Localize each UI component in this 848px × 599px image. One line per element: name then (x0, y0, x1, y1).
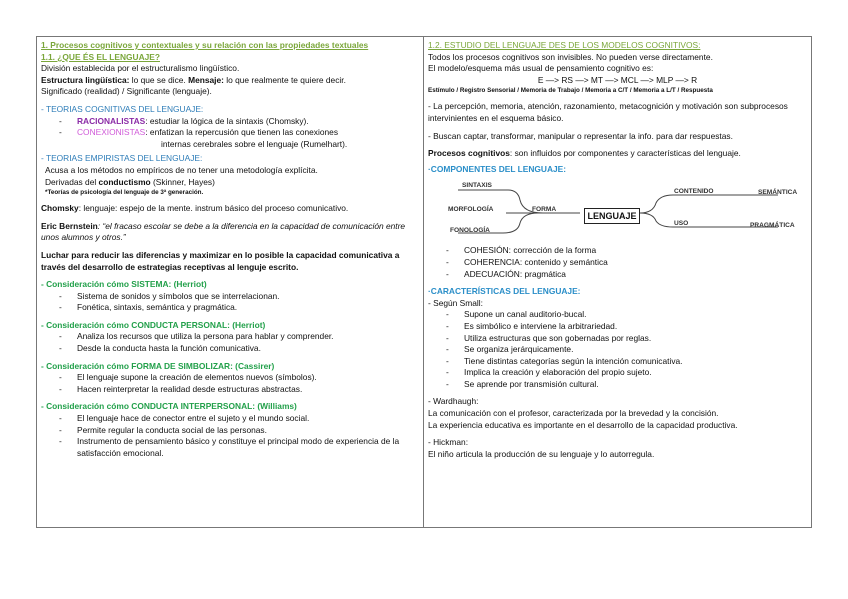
diagram-label-pragmatica: PRAGMÁTICA (750, 222, 795, 230)
components-diagram (428, 175, 808, 245)
list (41, 291, 419, 314)
subheading-wardhaugh: - Wardhaugh: (428, 396, 479, 407)
list-item: - ADECUACIÓN: pragmática (428, 269, 807, 281)
paragraph: La comunicación con el profesor, caracterizada por la brevedad y la concisión. (428, 408, 719, 419)
heading-conducta-interpersonal: - Consideración cómo CONDUCTA INTERPERSONAL: (Williams) (41, 401, 297, 412)
diagram-label-semantica: SEMÁNTICA (758, 189, 798, 197)
section-title: 1. Procesos cognitivos y contextuales y su relación con las propiedades textuales (41, 40, 369, 50)
paragraph: La experiencia educativa es importante en el desarrollo de la capacidad productiva. (428, 419, 738, 430)
heading-teorias-cognitivas: - TEORIAS COGNITIVAS DEL LENGUAJE: (41, 103, 204, 114)
list-item: - El lenguaje hace de conector entre el sujeto y el mundo social. (41, 413, 419, 425)
section-subtitle: 1.1. ¿QUE ÉS EL LENGUAJE? (41, 51, 160, 62)
list (41, 116, 419, 151)
paragraph: - Buscan captar, transformar, manipular o representar la info. para dar respuestas. (428, 130, 733, 141)
list-item: - Sistema de sonidos y símbolos que se interrelacionan. (41, 291, 419, 303)
paragraph: El niño articula la producción de su lenguaje y lo autorregula. (428, 448, 655, 459)
heading-componentes: ·COMPONENTES DEL LENGUAJE: (428, 163, 567, 174)
list-item: - Analiza los recursos que utiliza la persona para hablar y comprender. (41, 331, 419, 343)
left-column (37, 37, 424, 527)
heading-teorias-empiristas: - TEORIAS EMPIRISTAS DEL LENGUAJE: (41, 153, 203, 164)
right-column (424, 37, 811, 527)
list-item: - COHERENCIA: contenido y semántica (428, 257, 807, 269)
paragraph: Todos los procesos cognitivos son invisibles. No pueden verse directamente. (428, 51, 713, 62)
diagram-label-contenido: CONTENIDO (674, 188, 714, 196)
heading-forma-simbolizar: - Consideración cómo FORMA DE SIMBOLIZAR: (Cassirer) (41, 360, 275, 371)
list-item: - El lenguaje supone la creación de elementos nuevos (símbolos). (41, 372, 419, 384)
list-item: - Se aprende por transmisión cultural. (428, 379, 807, 391)
paragraph: El modelo/esquema más usual de pensamiento cognitivo es: (428, 63, 654, 74)
list-item: - COHESIÓN: corrección de la forma (428, 245, 807, 257)
paragraph: Significado (realidad) / Significante (lenguaje). (41, 86, 212, 97)
list-item: - Tiene distintas categorías según la intención comunicativa. (428, 356, 807, 368)
list-item: - Instrumento de pensamiento básico y constituye el principal modo de experiencia de la satisfacción emocional. (41, 436, 419, 459)
formula: E —> RS —> MT —> MCL —> MLP —> R (537, 74, 698, 85)
heading-conducta-personal: - Consideración cómo CONDUCTA PERSONAL: (Herriot) (41, 319, 266, 330)
diagram-label-morfologia: MORFOLOGÍA (448, 206, 494, 214)
list-item: - Desde la conducta hasta la función comunicativa. (41, 343, 419, 355)
subheading-small: - Según Small: (428, 297, 483, 308)
list (428, 245, 807, 280)
list-item: - CONEXIONISTAS: enfatizan la repercusión que tienen las conexiones (41, 127, 419, 139)
paragraph: Procesos cognitivos: son influidos por componentes y características del lenguaje. (428, 148, 741, 159)
list-item: - Permite regular la conducta social de las personas. (41, 425, 419, 437)
diagram-label-forma: FORMA (532, 206, 557, 214)
list (41, 331, 419, 354)
heading-caracteristicas: ·CARACTERÍSTICAS DEL LENGUAJE: (428, 286, 581, 297)
note: *Teorías de psicología del lenguaje de 3ª generación. (45, 189, 204, 197)
paragraph: Estructura lingüística: lo que se dice. Mensaje: lo que realmente te quiere decir. (41, 74, 346, 85)
list (41, 372, 419, 395)
paragraph: Luchar para reducir las diferencias y maximizar en lo posible la capacidad comunicativa a través del desarrollo de estrategias receptivas al lenguje escrito. (41, 249, 400, 272)
document-table (36, 36, 812, 528)
list-item: - Implica la creación y elaboración del propio sujeto. (428, 367, 807, 379)
paragraph: Chomsky: lenguaje: espejo de la mente. instrum básico del proceso comunicativo. (41, 203, 349, 214)
section-title: 1.2. ESTUDIO DEL LENGUAJE DES DE LOS MODELOS COGNITIVOS: (428, 40, 701, 50)
list-item: - Supone un canal auditorio-bucal. (428, 309, 807, 321)
paragraph: Acusa a los métodos no empíricos de no tener una metodología explícita. (45, 164, 318, 175)
formula-legend: Estímulo / Registro Sensorial / Memoria de Trabajo / Memoria a C/T / Memoria a L/T / Respuesta (428, 87, 713, 95)
list (428, 309, 807, 390)
list (41, 413, 419, 459)
paragraph: Eric Bernstein: “el fracaso escolar se debe a la diferencia en la capacidad de comunicación entre unos alumnos y otros.” (41, 220, 406, 243)
list-item: - Hacen reinterpretar la realidad desde estructuras abstractas. (41, 384, 419, 396)
heading-sistema: - Consideración cómo SISTEMA: (Herriot) (41, 279, 207, 290)
subheading-hickman: - Hickman: (428, 437, 469, 448)
paragraph: División establecida por el estructuralismo lingüístico. (41, 63, 240, 74)
list-item: - Fonética, sintaxis, semántica y pragmática. (41, 302, 419, 314)
diagram-label-sintaxis: SINTAXIS (462, 182, 492, 190)
list-item-continuation: internas cerebrales sobre el lenguaje (Rumelhart). (161, 138, 348, 149)
list-item: - Se organiza jerárquicamente. (428, 344, 807, 356)
paragraph: - La percepción, memoria, atención, razonamiento, metacognición y motivación son subprocesos intervinientes en el esquema básico. (428, 101, 788, 123)
paragraph: Derivadas del conductismo (Skinner, Hayes) (45, 176, 215, 187)
list-item: - RACIONALISTAS: estudiar la lógica de la sintaxis (Chomsky). (41, 116, 419, 128)
diagram-label-fonologia: FONOLOGÍA (450, 227, 490, 235)
list-item: - Es simbólico e interviene la arbitrariedad. (428, 321, 807, 333)
diagram-label-lenguaje: LENGUAJE (584, 208, 640, 224)
diagram-label-uso: USO (674, 220, 689, 228)
list-item: - Utiliza estructuras que son gobernadas por reglas. (428, 333, 807, 345)
